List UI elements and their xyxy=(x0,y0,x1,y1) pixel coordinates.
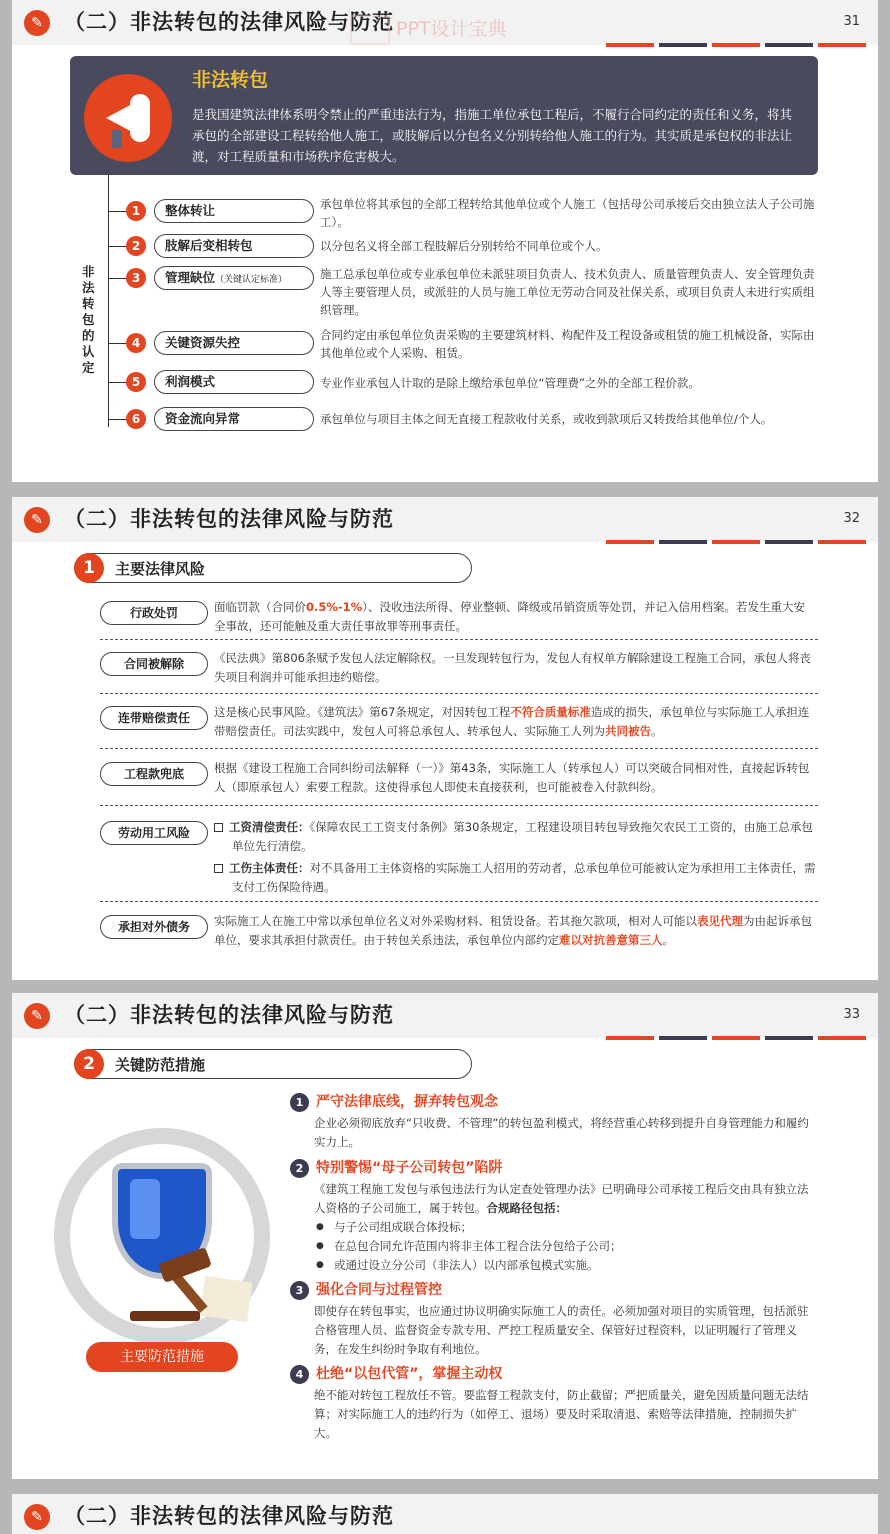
header-bars xyxy=(606,540,866,544)
risk-label: 连带赔偿责任 xyxy=(100,706,208,730)
slide-header xyxy=(12,497,878,542)
measure-number: 2 xyxy=(290,1159,309,1178)
measure-title: 杜绝“以包代管”，掌握主动权 xyxy=(316,1366,503,1382)
watermark xyxy=(350,14,507,45)
definition-banner xyxy=(70,56,818,175)
section-heading xyxy=(74,553,472,583)
measure-desc: 绝不能对转包工程放任不管。要监督工程款支付，防止截留；严把质量关，避免因质量问题无法结算；对实际施工人的违约行为（如停工、退场）要及时采取清退、索赔等法律措施，控制损失扩大。 xyxy=(314,1388,809,1440)
image-caption-badge: 主要防范措施 xyxy=(86,1342,238,1372)
divider xyxy=(100,805,818,806)
slide-34-partial xyxy=(12,1494,878,1534)
measure-title: 强化合同与过程管控 xyxy=(316,1282,442,1298)
measure-desc: 《建筑工程施工发包与承包违法行为认定查处管理办法》已明确母公司承接工程后交由具有独立法人资格的子公司施工，属于转包。合规路径包括： ● 与子公司组成联合体投标； ● 在总包合同允许范围内将非主体工程合法分包给子公司； ● 或通过设立分公司（非法人）以内部承包模式实施。 xyxy=(314,1180,816,1275)
measure-title: 特别警惕“母子公司转包”陷阱 xyxy=(316,1160,503,1176)
divider xyxy=(100,748,818,749)
slide-title: （二）非法转包的法律风险与防范 xyxy=(64,1504,394,1528)
document-icon xyxy=(199,1276,252,1322)
checkbox-icon xyxy=(214,864,223,873)
bullet-item: ● 与子公司组成联合体投标； xyxy=(314,1218,816,1237)
measure-number: 1 xyxy=(290,1093,309,1112)
tree-line xyxy=(108,175,109,427)
slide-title: （二）非法转包的法律风险与防范 xyxy=(64,507,394,531)
item-number: 3 xyxy=(126,268,146,288)
page-number: 31 xyxy=(843,14,860,29)
item-number: 5 xyxy=(126,372,146,392)
item-desc: 专业作业承包人计取的是除上缴给承包单位“管理费”之外的全部工程价款。 xyxy=(320,376,700,390)
item-number: 6 xyxy=(126,409,146,429)
megaphone-icon xyxy=(84,74,172,162)
header-bars xyxy=(606,1036,866,1040)
divider xyxy=(100,639,818,640)
section-title: 关键防范措施 xyxy=(115,1056,206,1074)
section-number: 2 xyxy=(74,1049,104,1079)
item-number: 4 xyxy=(126,333,146,353)
slide-title: （二）非法转包的法律风险与防范 xyxy=(64,1003,394,1027)
risk-desc: 实际施工人在施工中常以承包单位名义对外采购材料、租赁设备。若其拖欠款项，相对人可能以表见代理为由起诉承包单位，要求其承担付款责任。由于转包关系违法，承包单位内部约定难以对抗善意第三人。 xyxy=(214,914,812,947)
slide-33 xyxy=(12,993,878,1479)
measure-title: 严守法律底线，摒弃转包观念 xyxy=(316,1094,498,1110)
pencil-icon: ✎ xyxy=(24,10,50,36)
item-label: 整体转让 xyxy=(154,199,314,223)
item-desc: 合同约定由承包单位负责采购的主要建筑材料、构配件及工程设备或租赁的施工机械设备，实际由其他单位或个人采购、租赁。 xyxy=(320,328,815,360)
header-bars xyxy=(606,43,866,47)
slide-header xyxy=(12,0,878,45)
item-number: 1 xyxy=(126,201,146,221)
watermark-text: PPT设计宝典 xyxy=(396,18,507,40)
measure-desc: 企业必须彻底放弃“只收费、不管理”的转包盈利模式，将经营重心转移到提升自身管理能力和履约实力上。 xyxy=(314,1116,809,1149)
risk-desc: 根据《建设工程施工合同纠纷司法解释（一）》第43条，实际施工人（转承包人）可以突破合同相对性，直接起诉转包人（即原承包人）索要工程款。这使得承包人即使未直接获利，也可能被卷入付款纠纷。 xyxy=(214,761,810,794)
risk-label: 行政处罚 xyxy=(100,601,208,625)
item-number: 2 xyxy=(126,236,146,256)
divider xyxy=(100,693,818,694)
risk-label: 工程款兜底 xyxy=(100,762,208,786)
item-label: 肢解后变相转包 xyxy=(154,234,314,258)
side-label: 非法转包的认定 xyxy=(82,264,95,375)
bullet-item: ● 或通过设立分公司（非法人）以内部承包模式实施。 xyxy=(314,1256,816,1275)
risk-desc: 这是核心民事风险。《建筑法》第67条规定，对因转包工程不符合质量标准造成的损失，承包单位与实际施工人承担连带赔偿责任。司法实践中，发包人可将总承包人、转承包人、实际施工人列为共同被告。 xyxy=(214,705,810,738)
watermark-logo xyxy=(350,15,390,45)
page-number: 32 xyxy=(843,511,860,526)
risk-desc: 工资清偿责任：《保障农民工工资支付条例》第30条规定，工程建设项目转包导致拖欠农民工工资的，由施工总承包单位先行清偿。 工伤主体责任：对不具备用工主体资格的实际施工人招用的劳动者，总承包单位可能被认定为承担用工主体责任，需支付工伤保险待遇。 xyxy=(214,818,816,897)
item-desc: 承包单位将其承包的全部工程转给其他单位或个人施工（包括母公司承接后交由独立法人子公司施工）。 xyxy=(320,197,815,229)
section-title: 主要法律风险 xyxy=(115,560,206,578)
slide-32 xyxy=(12,497,878,980)
risk-desc: 面临罚款（合同价0.5%-1%）、没收违法所得、停业整顿、降级或吊销资质等处罚，并记入信用档案。若发生重大安全事故，还可能触及重大责任事故罪等刑事责任。 xyxy=(214,600,805,633)
slide-31 xyxy=(12,0,878,482)
item-label: 关键资源失控 xyxy=(154,331,314,355)
risk-label: 承担对外债务 xyxy=(100,915,208,939)
banner-title: 非法转包 xyxy=(192,69,269,91)
section-heading xyxy=(74,1049,472,1079)
item-desc: 以分包名义将全部工程肢解后分别转给不同单位或个人。 xyxy=(320,239,608,253)
risk-label: 劳动用工风险 xyxy=(100,821,208,845)
pencil-icon: ✎ xyxy=(24,507,50,533)
item-label: 管理缺位（关键认定标准） xyxy=(154,266,314,290)
item-desc: 施工总承包单位或专业承包单位未派驻项目负责人、技术负责人、质量管理负责人、安全管理负责人等主要管理人员，或派驻的人员与施工单位无劳动合同及社保关系，或项目负责人未进行实质组织管理。 xyxy=(320,267,815,317)
pencil-icon: ✎ xyxy=(24,1003,50,1029)
item-label: 资金流向异常 xyxy=(154,407,314,431)
bullet-item: ● 在总包合同允许范围内将非主体工程合法分包给子公司； xyxy=(314,1237,816,1256)
checkbox-icon xyxy=(214,823,223,832)
measure-desc: 即使存在转包事实，也应通过协议明确实际施工人的责任。必须加强对项目的实质管理，包括派驻合格管理人员、监督资金专款专用、严控工程质量安全、保管好过程资料，以证明履行了管理义务，在发生纠纷时争取有利地位。 xyxy=(314,1304,809,1356)
risk-label: 合同被解除 xyxy=(100,652,208,676)
measure-number: 3 xyxy=(290,1281,309,1300)
slide-header xyxy=(12,993,878,1038)
risk-desc: 《民法典》第806条赋予发包人法定解除权。一旦发现转包行为，发包人有权单方解除建设工程施工合同，承包人将丧失项目利润并可能承担违约赔偿。 xyxy=(214,651,811,684)
gavel-base xyxy=(130,1311,200,1321)
item-label: 利润模式 xyxy=(154,370,314,394)
pencil-icon: ✎ xyxy=(24,1504,50,1530)
item-desc: 承包单位与项目主体之间无直接工程款收付关系，或收到款项后又转拨给其他单位/个人。 xyxy=(320,412,773,426)
section-number: 1 xyxy=(74,553,104,583)
divider xyxy=(100,901,818,902)
page-number: 33 xyxy=(843,1007,860,1022)
slide-title: （二）非法转包的法律风险与防范 xyxy=(64,10,394,34)
measure-number: 4 xyxy=(290,1365,309,1384)
banner-text: 是我国建筑法律体系明令禁止的严重违法行为，指施工单位承包工程后，不履行合同约定的责任和义务，将其承包的全部建设工程转给他人施工，或肢解后以分包名义分别转给他人施工的行为。其实质是承包权的非法让渡，对工程质量和市场秩序危害极大。 xyxy=(192,107,793,164)
slide-header xyxy=(12,1494,878,1534)
